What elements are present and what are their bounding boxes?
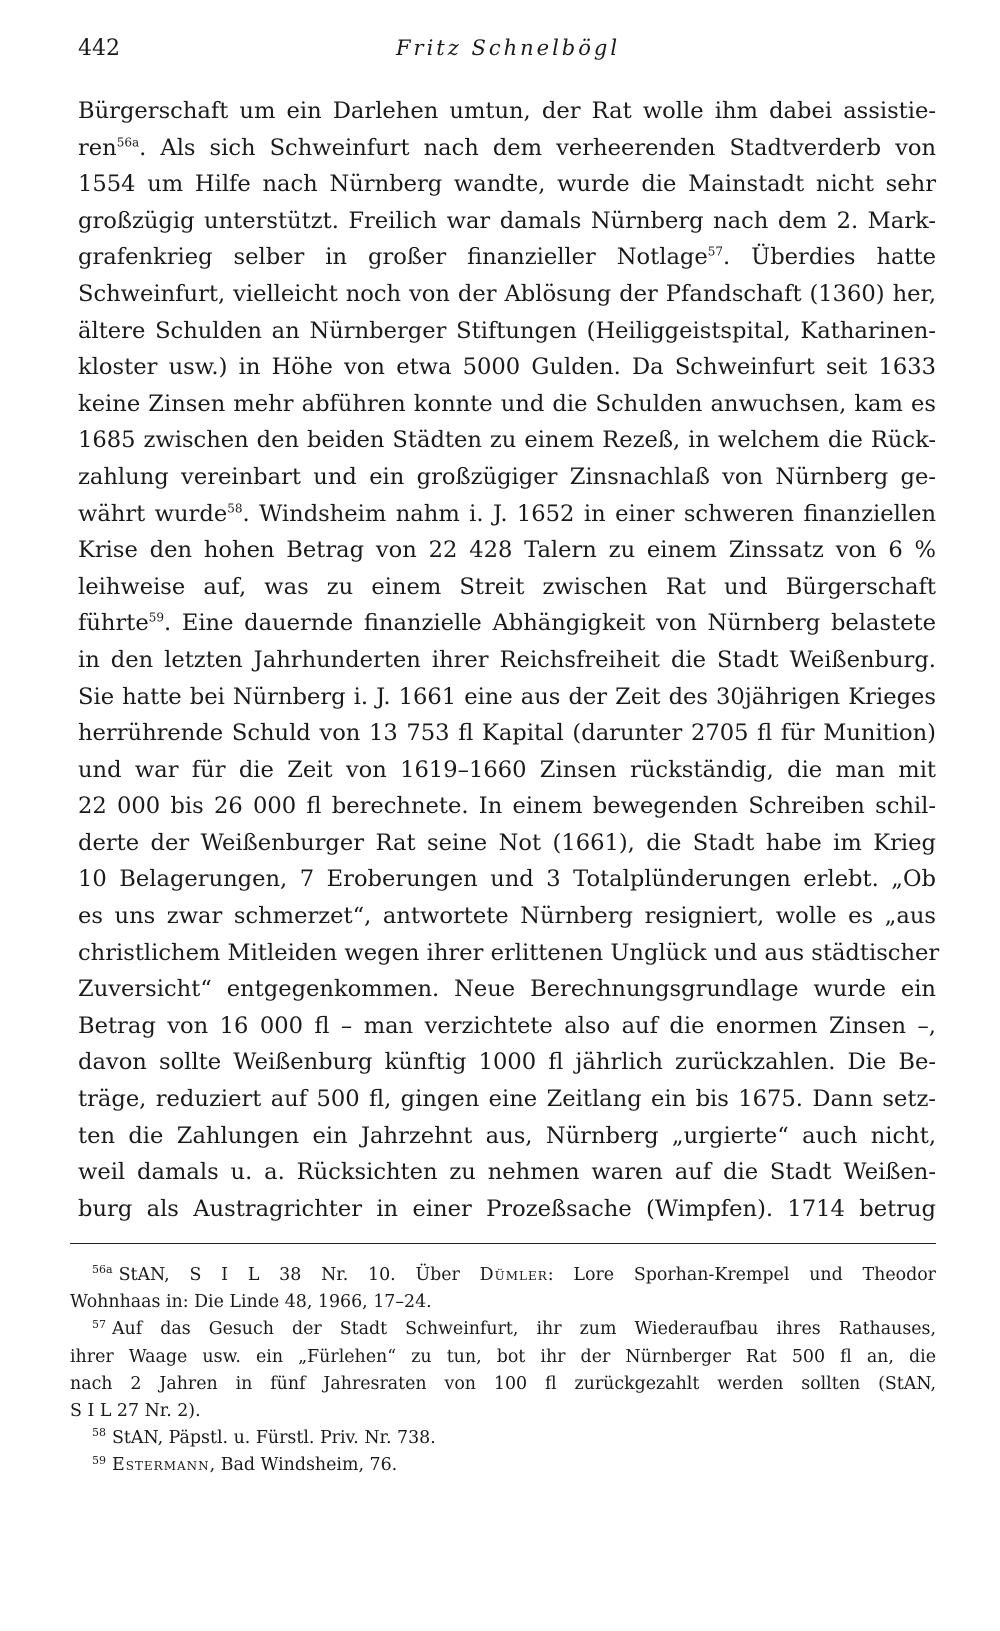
line-text: Schweinfurt, vielleicht noch von der Ablösung der Pfandschaft (1360) her, <box>78 280 936 307</box>
author-name: Dümler <box>479 1265 548 1285</box>
line-text: Krise den hohen Betrag von 22 428 Talern zu einem Zinssatz von 6 % <box>78 537 936 564</box>
text-line <box>78 422 936 459</box>
line-text: Sie hatte bei Nürnberg i. J. 1661 eine aus der Zeit des 30jährigen Krieges <box>78 683 936 710</box>
footnote-number: 57 <box>92 1317 106 1331</box>
footnote-line <box>70 1452 936 1479</box>
line-text: zahlung vereinbart und ein großzügiger Zinsnachlaß von Nürnberg ge- <box>78 463 936 490</box>
footnote-text: StAN, Päpstl. u. Fürstl. Priv. Nr. 738. <box>112 1428 436 1449</box>
line-text: währt wurde <box>78 500 228 527</box>
text-line <box>78 349 936 386</box>
text-line <box>78 679 936 716</box>
line-text: führte <box>78 610 149 637</box>
line-text: ren <box>78 134 117 161</box>
text-line <box>78 532 936 569</box>
text-line <box>78 1191 936 1228</box>
footnote-line <box>70 1344 936 1371</box>
line-text: kloster usw.) in Höhe von etwa 5000 Gulden. Da Schweinfurt seit 1633 <box>78 354 936 381</box>
line-text: und war für die Zeit von 1619–1660 Zinsen rückständig, die man mit <box>78 756 936 783</box>
line-text: 1685 zwischen den beiden Städten zu einem Rezeß, in welchem die Rück- <box>78 427 936 454</box>
line-text: . Überdies hatte <box>723 244 936 271</box>
footnote-text: Auf das Gesuch der Stadt Schweinfurt, ihr zum Wiederaufbau ihres Rathauses, <box>112 1319 936 1340</box>
text-line <box>78 166 936 203</box>
footnote-line <box>70 1398 936 1425</box>
footnote-text: ihrer Waage usw. ein „Fürlehen“ zu tun, bot ihr der Nürnberger Rat 500 fl an, die <box>70 1346 936 1367</box>
footnote-number: 58 <box>92 1426 106 1440</box>
running-head: Fritz Schnelbögl <box>395 36 621 60</box>
footnote-text: Wohnhaas in: Die Linde 48, 1966, 17–24. <box>70 1292 432 1313</box>
text-line <box>78 313 936 350</box>
footnote-number: 59 <box>92 1453 106 1467</box>
footnote-reference[interactable]: 58 <box>227 501 243 515</box>
line-text: . Als sich Schweinfurt nach dem verheerenden Stadtverderb von <box>139 134 936 161</box>
text-line <box>78 1118 936 1155</box>
text-line <box>78 459 936 496</box>
author-name: Estermann <box>112 1455 210 1476</box>
text-line <box>78 1044 936 1081</box>
footnote-line <box>70 1262 936 1289</box>
main-text <box>78 93 940 1227</box>
line-text: keine Zinsen mehr abführen konnte und die Schulden anwuchsen, kam es <box>78 390 936 417</box>
line-text: weil damals u. a. Rücksichten zu nehmen waren auf die Stadt Weißen- <box>78 1159 936 1186</box>
text-line <box>78 1081 936 1118</box>
text-line <box>78 203 936 240</box>
line-text: derte der Weißenburger Rat seine Not (1661), die Stadt habe im Krieg <box>78 829 936 856</box>
line-text: 22 000 bis 26 000 fl berechnete. In einem bewegenden Schreiben schil- <box>78 793 936 820</box>
line-text: grafenkrieg selber in großer finanzieller Notlage <box>78 244 708 271</box>
text-line <box>78 130 936 167</box>
text-line <box>78 1154 936 1191</box>
text-line <box>78 605 936 642</box>
text-line <box>78 825 936 862</box>
footnotes <box>70 1262 936 1480</box>
line-text: 1554 um Hilfe nach Nürnberg wandte, wurde die Mainstadt nicht sehr <box>78 171 936 198</box>
footnote-line <box>70 1371 936 1398</box>
text-line <box>78 715 936 752</box>
footnote-text: S I L 27 Nr. 2). <box>70 1400 201 1421</box>
text-line <box>78 386 936 423</box>
footnote-text: , Bad Windsheim, 76. <box>209 1455 398 1476</box>
footnote-line <box>70 1425 936 1452</box>
text-line <box>78 276 936 313</box>
footnote-text: : Lore Sporhan-Krempel und Theodor <box>547 1265 936 1285</box>
line-text: großzügig unterstützt. Freilich war damals Nürnberg nach dem 2. Mark- <box>78 207 936 234</box>
text-line <box>78 935 940 972</box>
footnote-rule <box>70 1243 936 1244</box>
line-text: burg als Austragrichter in einer Prozeßsache (Wimpfen). 1714 betrug <box>78 1195 936 1222</box>
footnote-text: StAN, S I L 38 Nr. 10. Über <box>118 1265 480 1285</box>
page-number: 442 <box>78 36 120 61</box>
text-line <box>78 752 936 789</box>
footnote-reference[interactable]: 59 <box>148 610 164 625</box>
text-line <box>78 1008 936 1045</box>
line-text: es uns zwar schmerzet“, antwortete Nürnberg resigniert, wolle es „aus <box>78 903 936 930</box>
text-line <box>78 861 936 898</box>
footnote-line <box>70 1316 936 1343</box>
text-line <box>78 569 936 606</box>
line-text: ten die Zahlungen ein Jahrzehnt aus, Nürnberg „urgierte“ auch nicht, <box>78 1122 936 1149</box>
footnote-text: nach 2 Jahren in fünf Jahresraten von 100 fl zurückgezahlt werden sollten (StAN, <box>70 1373 936 1394</box>
line-text: . Windsheim nahm i. J. 1652 in einer schweren finanziellen <box>242 500 936 527</box>
line-text: träge, reduziert auf 500 fl, gingen eine Zeitlang ein bis 1675. Dann setz- <box>78 1086 936 1113</box>
footnote-reference[interactable]: 57 <box>707 244 724 259</box>
line-text: in den letzten Jahrhunderten ihrer Reichsfreiheit die Stadt Weißenburg. <box>78 646 936 673</box>
text-line <box>78 496 936 533</box>
line-text: 10 Belagerungen, 7 Eroberungen und 3 Totalplünderungen erlebt. „Ob <box>78 866 936 893</box>
text-line <box>78 239 936 276</box>
line-text: Betrag von 16 000 fl – man verzichtete also auf die enormen Zinsen –, <box>78 1012 936 1039</box>
line-text: herrührende Schuld von 13 753 fl Kapital (darunter 2705 fl für Munition) <box>78 720 936 747</box>
line-text: . Eine dauernde finanzielle Abhängigkeit von Nürnberg belastete <box>164 610 936 637</box>
text-line <box>78 971 936 1008</box>
text-line <box>78 642 936 679</box>
line-text: Bürgerschaft um ein Darlehen umtun, der Rat wolle ihm dabei assistie- <box>78 98 936 124</box>
footnote-reference[interactable]: 56a <box>116 135 140 150</box>
page-header <box>78 36 938 72</box>
text-line <box>78 898 936 935</box>
footnote-number: 56a <box>92 1263 113 1277</box>
text-line <box>78 788 936 825</box>
text-line <box>78 93 936 130</box>
footnote-line <box>70 1289 936 1316</box>
line-text: davon sollte Weißenburg künftig 1000 fl jährlich zurückzahlen. Die Be- <box>78 1049 936 1076</box>
line-text: leihweise auf, was zu einem Streit zwischen Rat und Bürgerschaft <box>78 573 936 600</box>
line-text: Zuversicht“ entgegenkommen. Neue Berechnungsgrundlage wurde ein <box>78 976 936 1003</box>
line-text: christlichem Mitleiden wegen ihrer erlittenen Unglück und aus städtischer <box>78 939 940 966</box>
line-text: ältere Schulden an Nürnberger Stiftungen (Heiliggeistspital, Katharinen- <box>78 317 936 344</box>
